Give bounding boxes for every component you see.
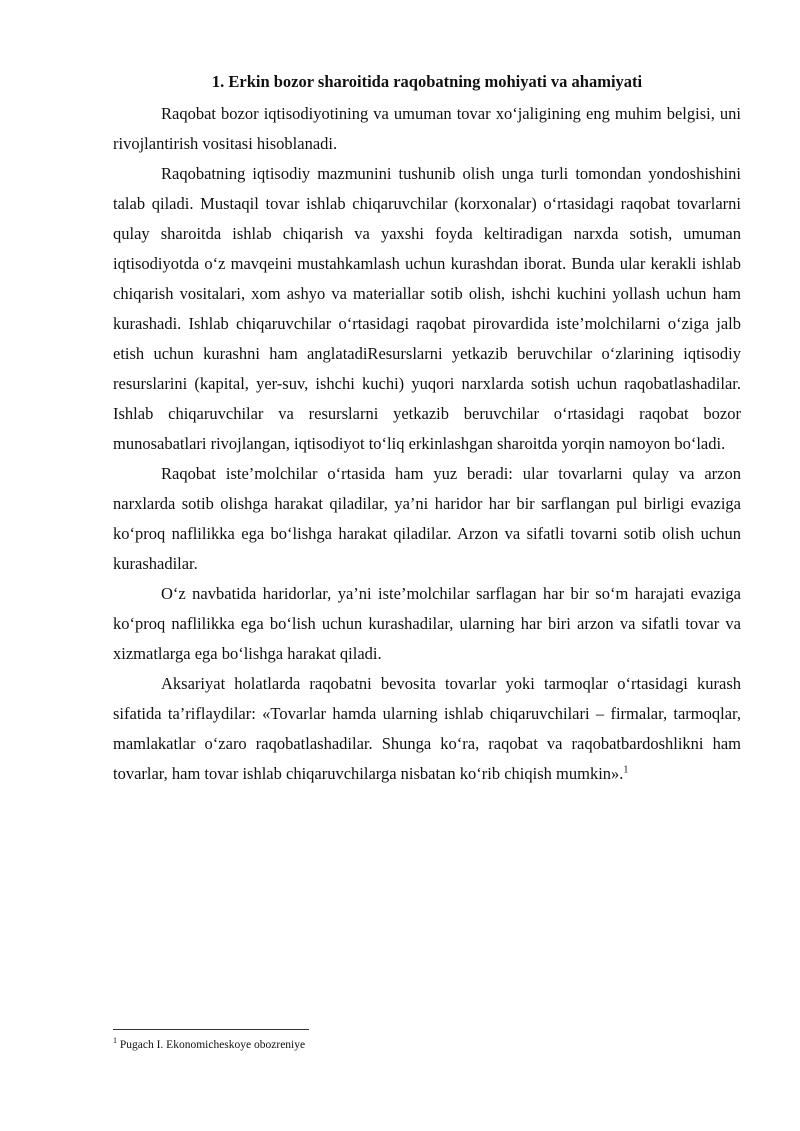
section-heading: 1. Erkin bozor sharoitida raqobatning mohiyati va ahamiyati (211, 72, 643, 91)
paragraph-5-text: Aksariyat holatlarda raqobatni bevosita tovarlar yoki tarmoqlar o‘rtasidagi kurash sifatida ta’riflaydilar: «Tovarlar hamda ularning ishlab chiqaruvchilari – firmalar, tarmoqlar, mamlakatlar o‘zaro raqobatlashadilar. Shunga ko‘ra, raqobat va raqobatbardoshlikni ham tovarlar, ham tovar ishlab chiqaruvchilarga nisbatan ko‘rib chiqish mumkin». (113, 674, 741, 783)
footnote-number: 1 (113, 1036, 117, 1046)
paragraph-4: O‘z navbatida haridorlar, ya’ni iste’molchilar sarflagan har bir so‘m harajati evaziga ko‘proq naflilikka ega bo‘lish uchun kurashadilar, ularning har biri arzon va sifatli tovar va xizmatlarga ega bo‘lishga harakat qiladi. (113, 584, 741, 663)
footnote-divider (113, 1029, 309, 1030)
footnote-reference[interactable]: 1 (623, 764, 629, 776)
document-page (113, 70, 741, 789)
footnote (113, 1037, 305, 1053)
paragraph-1: Raqobat bozor iqtisodiyotining va umuman tovar xo‘jaligining eng muhim belgisi, uni rivojlantirish vositasi hisoblanadi. (113, 104, 741, 153)
paragraph-2: Raqobatning iqtisodiy mazmunini tushunib olish unga turli tomondan yondoshishini talab qiladi. Mustaqil tovar ishlab chiqaruvchilar (korxonalar) o‘rtasidagi raqobat tovarlarni qulay sharoitda ishlab chiqarish va yaxshi foyda keltiradigan narxda sotish, umuman iqtisodiyotda o‘z mavqeini mustahkamlash uchun kurashdan iborat. Bunda ular kerakli ishlab chiqarish vositalari, xom ashyo va materiallar sotib olish, ishchi kuchini yollash uchun ham kurashadi. Ishlab chiqaruvchilar o‘rtasidagi raqobat pirovardida iste’molchilarni o‘ziga jalb etish uchun kurashni ham anglatadiResurslarni yetkazib beruvchilar o‘zlarining iqtisodiy resurslarini (kapital, yer-suv, ishchi kuchi) yuqori narxlarda sotish uchun raqobatlashadilar. Ishlab chiqaruvchilar va resurslarni yetkazib beruvchilar o‘rtasidagi raqobat bozor munosabatlari rivojlangan, iqtisodiyot to‘liq erkinlashgan sharoitda yorqin namoyon bo‘ladi. (113, 164, 741, 453)
paragraph-5 (113, 669, 741, 789)
paragraph-3: Raqobat iste’molchilar o‘rtasida ham yuz beradi: ular tovarlarni qulay va arzon narxlarda sotib olishga harakat qiladilar, ya’ni haridor har bir sarflangan pul birligi evaziga ko‘proq naflilikka ega bo‘lishga harakat qiladilar. Arzon va sifatli tovarni sotib olish uchun kurashadilar. (113, 464, 741, 573)
footnote-text: Pugach I. Ekonomicheskoye obozreniye (117, 1039, 306, 1051)
